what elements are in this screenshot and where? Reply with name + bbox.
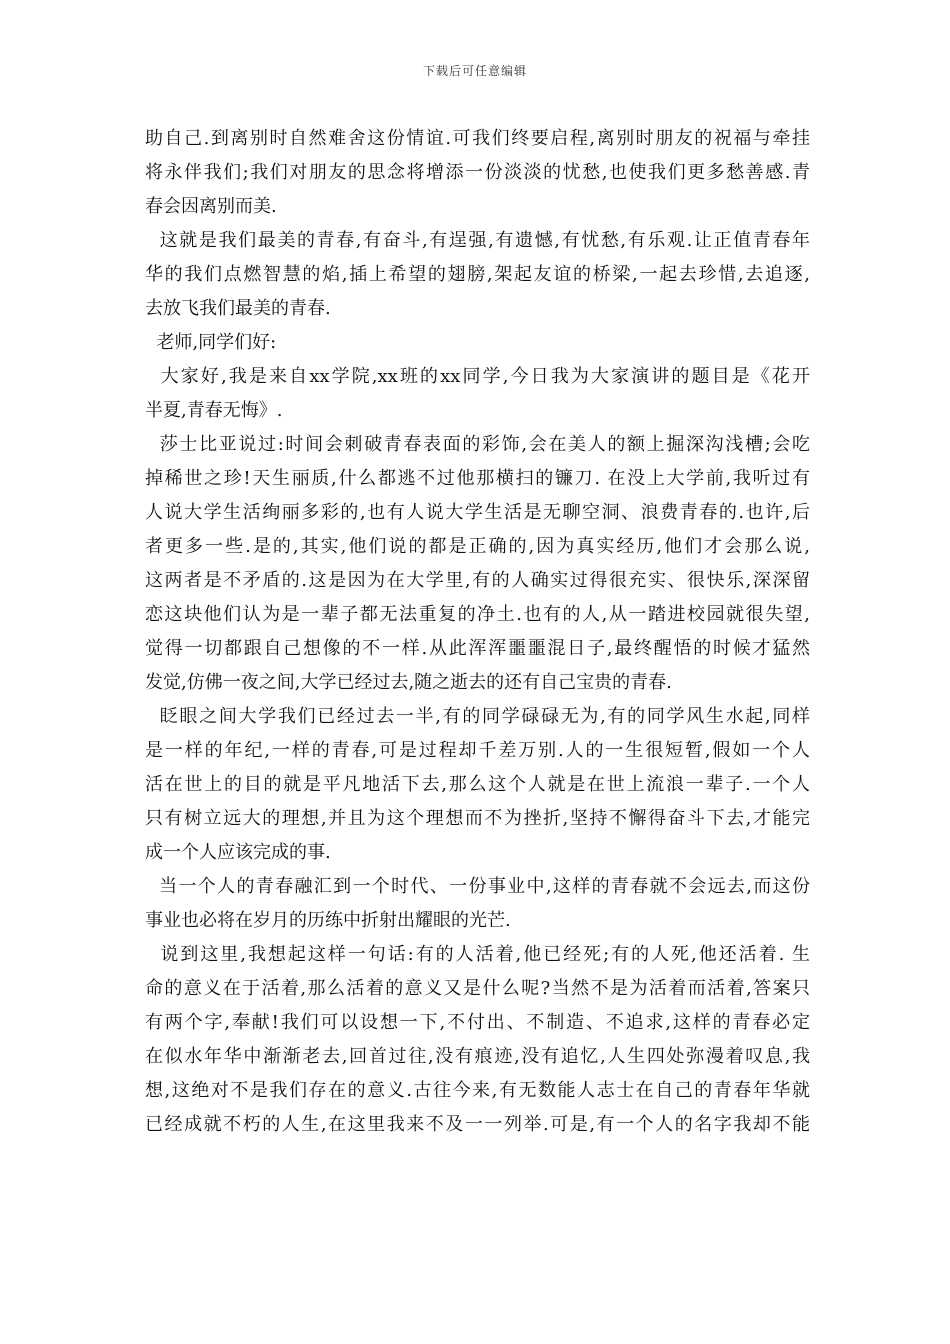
text-line: 去放飞我们最美的青春. [145, 298, 331, 319]
text-line: 想,这绝对不是我们存在的意义.古往今来,有无数能人志士在自己的青春年华就 [145, 1080, 810, 1101]
text-line: 成一个人应该完成的事. [145, 842, 331, 863]
text-line: 助自己.到离别时自然难舍这份情谊.可我们终要启程,离别时朋友的祝福与牵挂 [145, 128, 810, 149]
text-line: 有两个字,奉献!我们可以设想一下,不付出、不制造、不追求,这样的青春必定 [145, 1012, 810, 1033]
text-line: 春会因离别而美. [145, 196, 277, 217]
text-line: 大家好,我是来自xx学院,xx班的xx同学,今日我为大家演讲的题目是《花开 [145, 366, 810, 387]
text-line: 将永伴我们;我们对朋友的思念将增添一份淡淡的忧愁,也使我们更多愁善感.青 [145, 162, 810, 183]
text-line: 半夏,青春无悔》. [145, 400, 283, 421]
text-line: 老师,同学们好: [145, 332, 277, 353]
page-header: 下载后可任意编辑 [422, 64, 527, 78]
text-line: 活在世上的目的就是平凡地活下去,那么这个人就是在世上流浪一辈子.一个人 [145, 774, 810, 795]
text-line: 在似水年华中渐渐老去,回首过往,没有痕迹,没有追忆,人生四处弥漫着叹息,我 [145, 1046, 810, 1067]
text-line: 当一个人的青春融汇到一个时代、一份事业中,这样的青春就不会远去,而这份 [145, 876, 810, 897]
text-line: 觉得一切都跟自己想像的不一样.从此浑浑噩噩混日子,最终醒悟的时候才猛然 [145, 638, 810, 659]
text-line: 已经成就不朽的人生,在这里我来不及一一列举.可是,有一个人的名字我却不能 [145, 1114, 810, 1135]
text-line: 是一样的年纪,一样的青春,可是过程却千差万别.人的一生很短暂,假如一个人 [145, 740, 810, 761]
text-line: 华的我们点燃智慧的焰,插上希望的翅膀,架起友谊的桥梁,一起去珍惜,去追逐, [145, 264, 810, 285]
text-line: 说到这里,我想起这样一句话:有的人活着,他已经死;有的人死,他还活着. 生 [145, 944, 810, 965]
text-line: 这两者是不矛盾的.这是因为在大学里,有的人确实过得很充实、很快乐,深深留 [145, 570, 810, 591]
text-line: 发觉,仿佛一夜之间,大学已经过去,随之逝去的还有自己宝贵的青春. [145, 672, 672, 693]
text-line: 者更多一些.是的,其实,他们说的都是正确的,因为真实经历,他们才会那么说, [145, 536, 810, 557]
text-line: 人说大学生活绚丽多彩的,也有人说大学生活是无聊空洞、浪费青春的.也许,后 [145, 502, 810, 523]
text-line: 这就是我们最美的青春,有奋斗,有逞强,有遗憾,有忧愁,有乐观.让正值青春年 [145, 230, 810, 251]
document-body [145, 122, 810, 1142]
text-line: 只有树立远大的理想,并且为这个理想而不为挫折,坚持不懈得奋斗下去,才能完 [145, 808, 810, 829]
text-line: 掉稀世之珍!天生丽质,什么都逃不过他那横扫的镰刀. 在没上大学前,我听过有 [145, 468, 810, 489]
text-line: 命的意义在于活着,那么活着的意义又是什么呢?当然不是为活着而活着,答案只 [145, 978, 810, 999]
text-line: 恋这块他们认为是一辈子都无法重复的净土.也有的人,从一踏进校园就很失望, [145, 604, 810, 625]
text-line: 莎士比亚说过:时间会刺破青春表面的彩饰,会在美人的额上掘深沟浅槽;会吃 [145, 434, 810, 455]
text-line: 事业也必将在岁月的历练中折射出耀眼的光芒. [145, 910, 511, 931]
text-line: 眨眼之间大学我们已经过去一半,有的同学碌碌无为,有的同学风生水起,同样 [145, 706, 810, 727]
